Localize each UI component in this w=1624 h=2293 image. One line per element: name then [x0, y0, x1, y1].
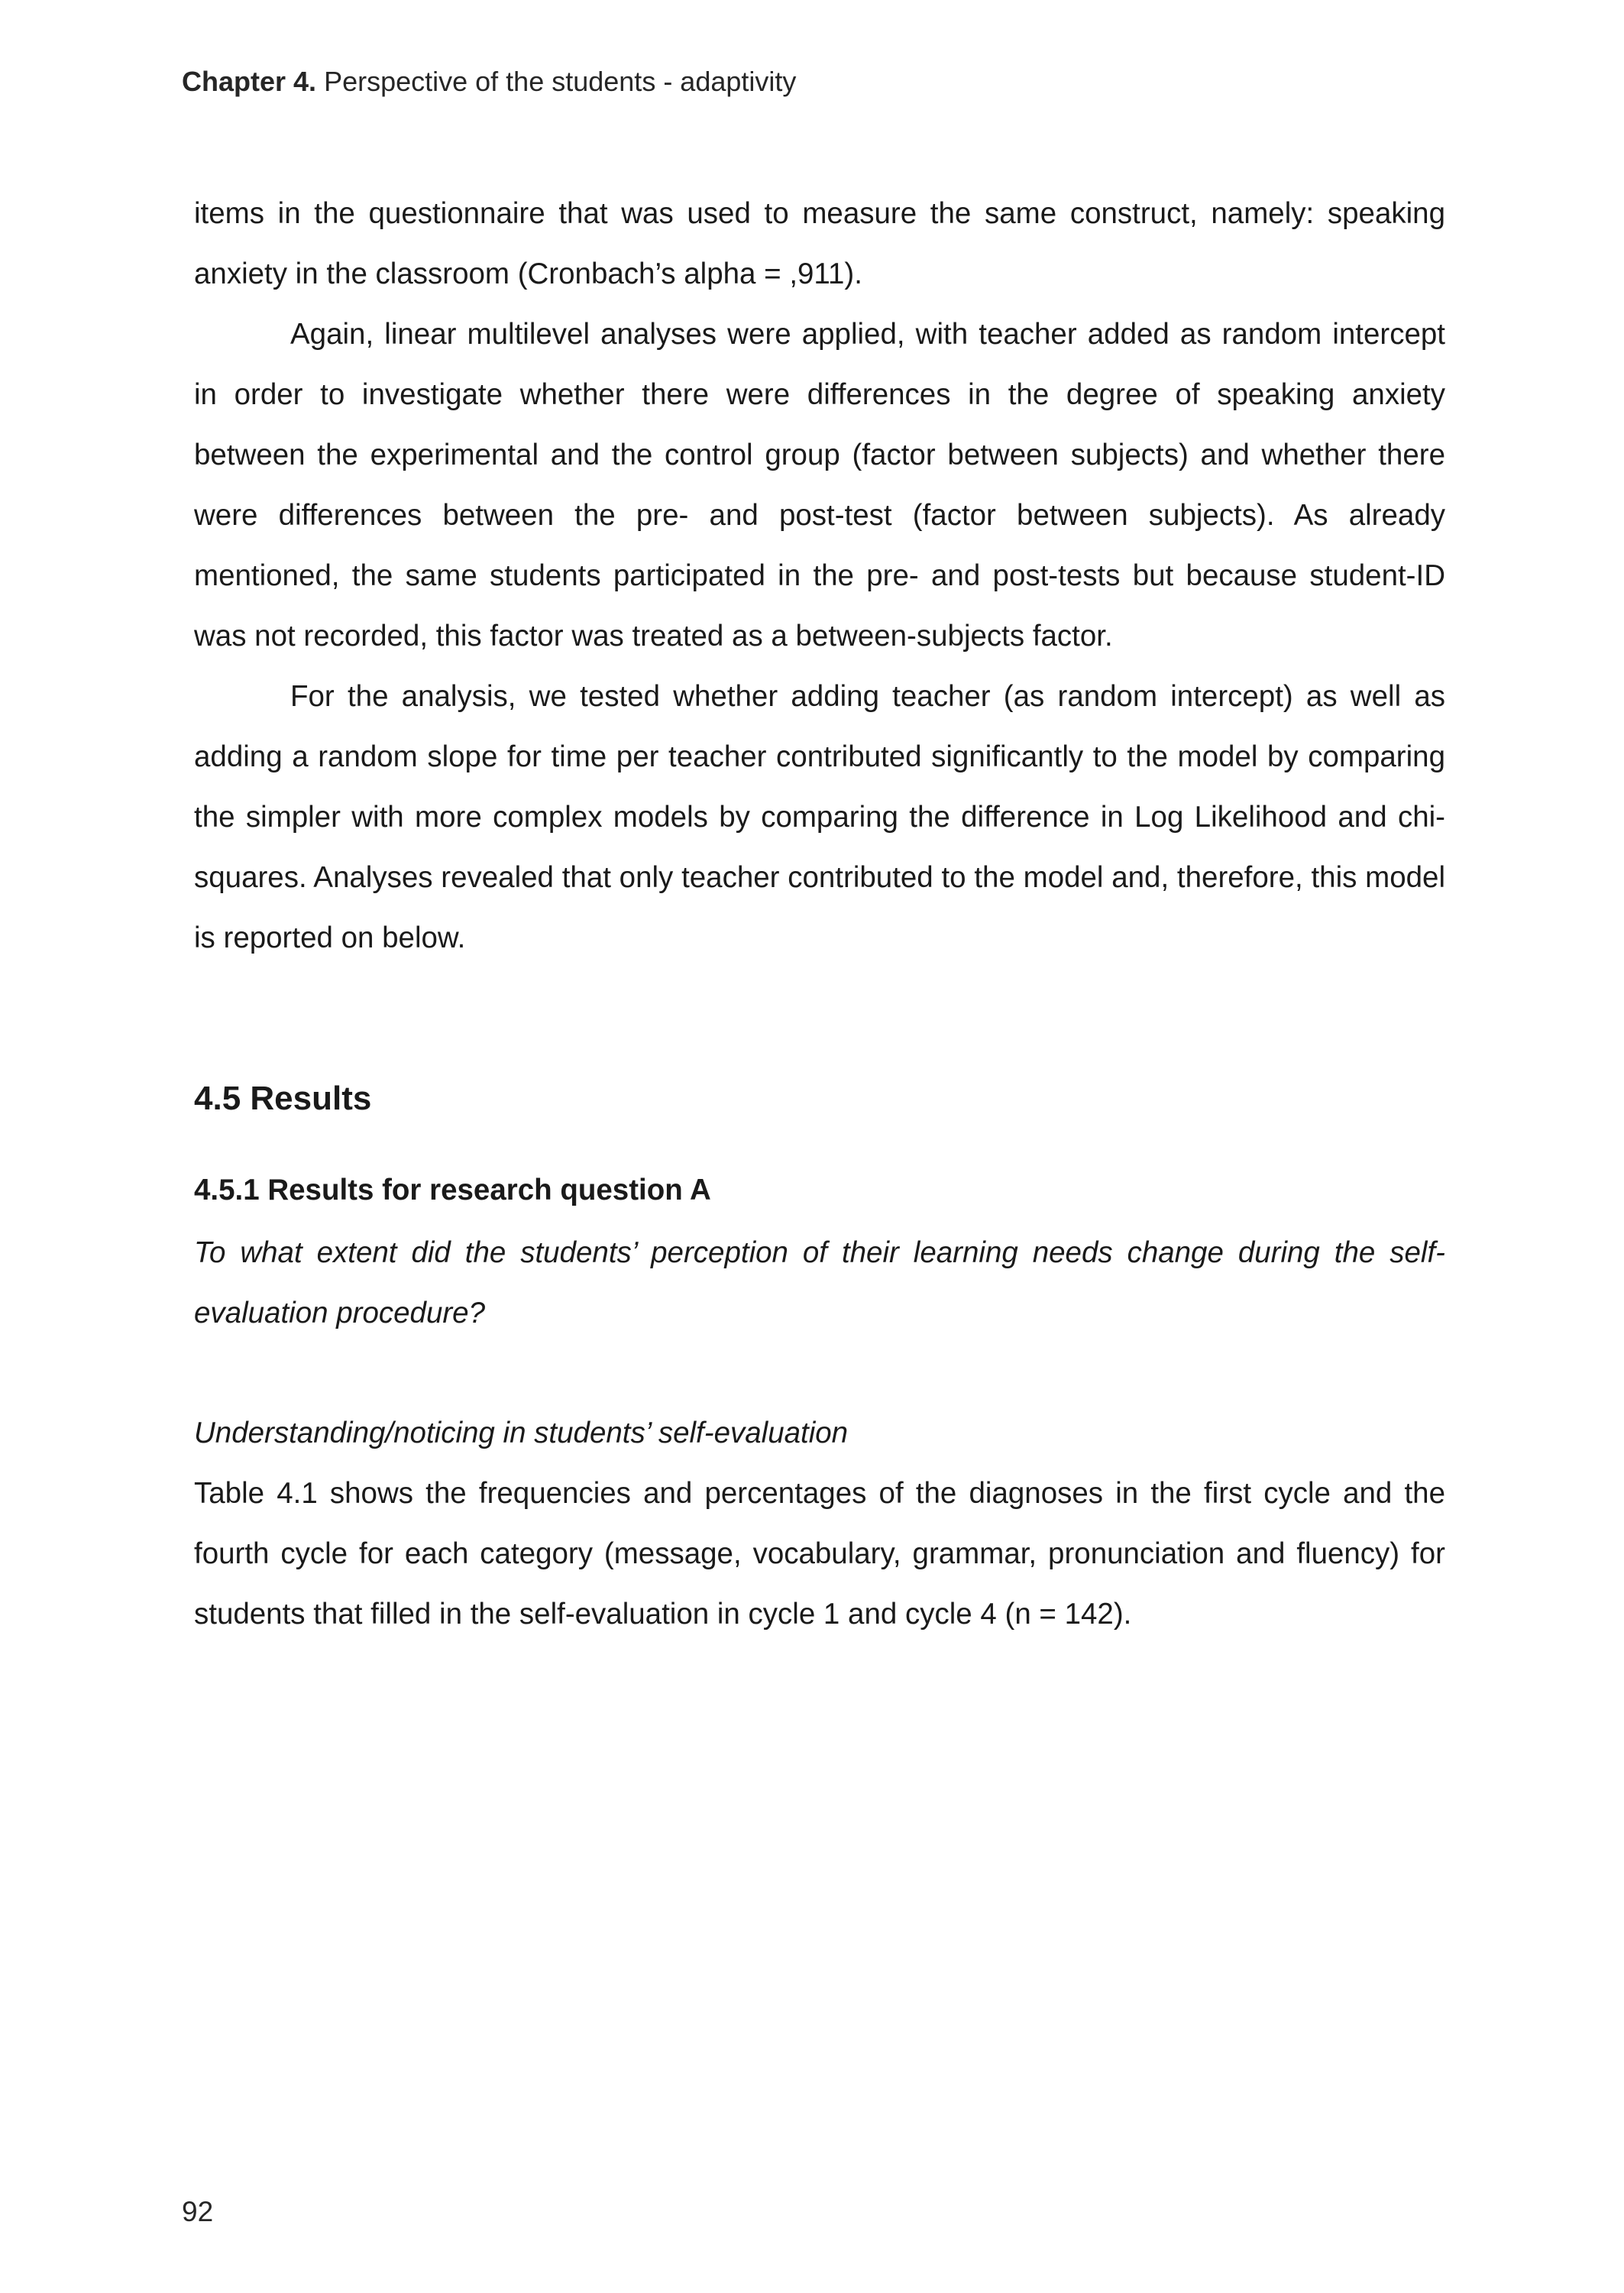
paragraph-table-intro: Table 4.1 shows the frequencies and percentages of the diagnoses in the first cycle and the fourth cycle for each category (message, vocabulary, grammar, pronunciation and fluency) for students that filled in the self-evaluation in cycle 1 and cycle 4 (n = 142). — [194, 1477, 1445, 1631]
subheading-understanding-noticing: Understanding/noticing in students’ self-evaluation — [194, 1417, 849, 1449]
chapter-label: Chapter 4. — [182, 66, 317, 97]
page-number: 92 — [182, 2196, 214, 2227]
paragraph-continuation: items in the questionnaire that was used to measure the same construct, namely: speaking anxiety in the classroom (Cronbach’s alpha = ,911). — [194, 197, 1445, 290]
chapter-title: Perspective of the students - adaptivity — [324, 66, 797, 97]
paragraph-analysis-method: For the analysis, we tested whether adding teacher (as random intercept) as well as adding a random slope for time per teacher contributed significantly to the model by comparing the simpler with more complex models by comparing the difference in Log Likelihood and chi-squares. Analyses revealed that only teacher contributed to the model and, therefore, this model is reported on below. — [194, 680, 1445, 954]
section-heading-results: 4.5 Results — [194, 1080, 372, 1117]
running-header — [182, 66, 796, 98]
paragraph-multilevel-analyses: Again, linear multilevel analyses were applied, with teacher added as random intercept in order to investigate whether there were differences in the degree of speaking anxiety between the experimental and the control group (factor between subjects) and whether there were differences between the pre- and post-test (factor between subjects). As already mentioned, the same students participated in the pre- and post-tests but because student-ID was not recorded, this factor was treated as a between-subjects factor. — [194, 318, 1445, 653]
research-question-a: To what extent did the students’ perception of their learning needs change during the self-evaluation procedure? — [194, 1236, 1445, 1329]
subsection-heading-rq-a: 4.5.1 Results for research question A — [194, 1174, 711, 1206]
